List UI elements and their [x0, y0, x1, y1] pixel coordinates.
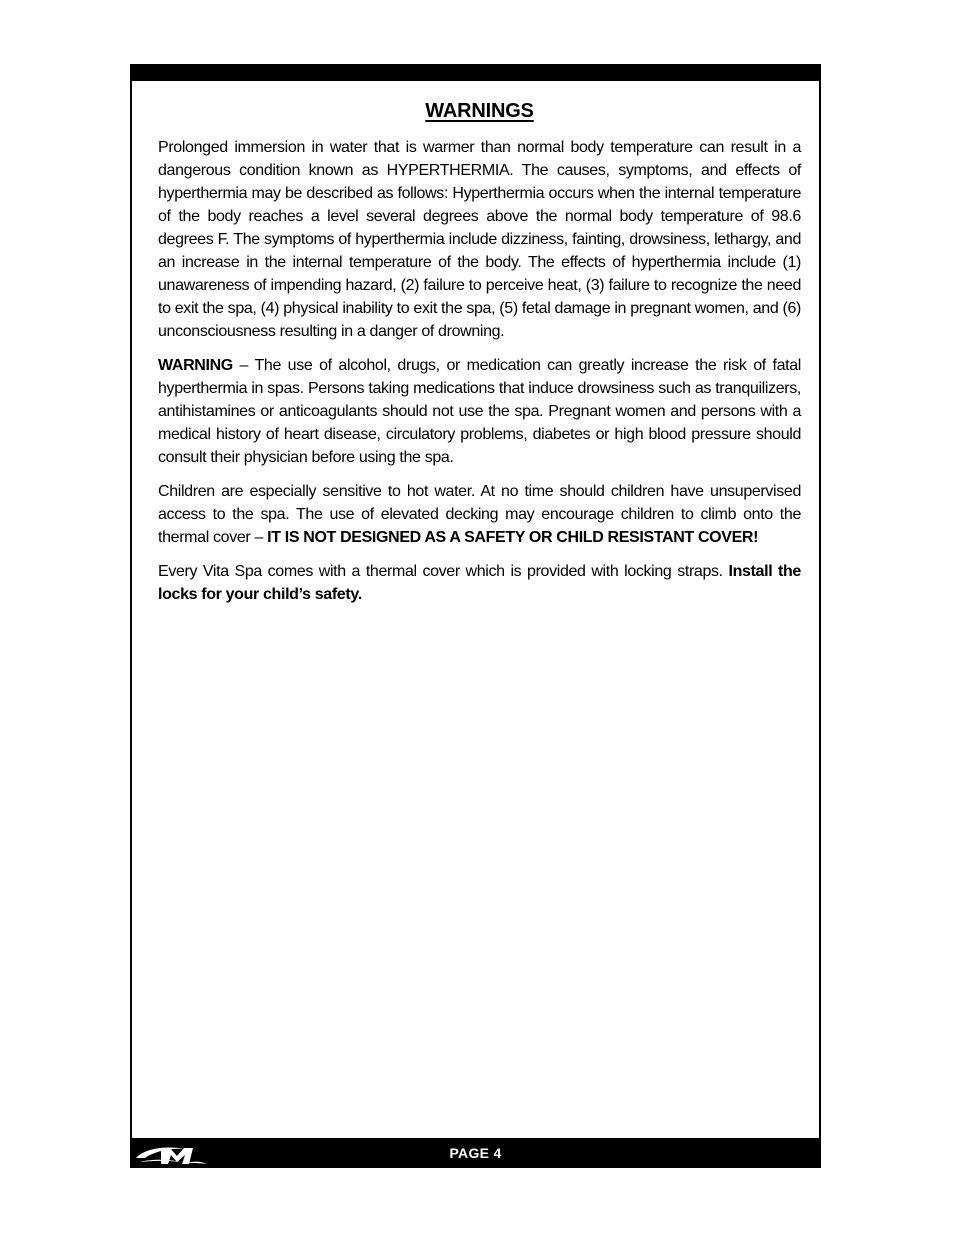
top-bar [130, 64, 821, 81]
document-body [158, 100, 801, 617]
children-paragraph [158, 480, 801, 549]
hyperthermia-paragraph: Prolonged immersion in water that is warmer than normal body temperature can result in a dangerous condition known as HYPERTHERMIA. The causes, symptoms, and effects of hyperthermia may be described as follows: Hyperthermia occurs when the internal temperature of the body reaches a level several degrees above the normal body temperature of 98.6 degrees F. The symptoms of hyperthermia include dizziness, fainting, drowsiness, lethargy, and an increase in the internal temperature of the body. The effects of hyperthermia include (1) unawareness of impending hazard, (2) failure to perceive heat, (3) failure to recognize the need to exit the spa, (4) physical inability to exit the spa, (5) fetal damage in pregnant women, and (6) unconsciousness resulting in a danger of drowning. [158, 139, 801, 340]
footer-bar [130, 1138, 821, 1168]
cover-paragraph [158, 560, 801, 606]
page-frame [130, 64, 821, 1168]
children-text: Children are especially sensitive to hot water. At no time should children have unsupervised access to the spa. The use of elevated decking may encourage children to climb onto the thermal cover – [158, 483, 801, 546]
page-number: PAGE 4 [449, 1145, 502, 1161]
cover-emphasis: Install the locks for your child’s safety. [158, 563, 801, 603]
warning-paragraph [158, 354, 801, 469]
page-title: WARNINGS [425, 100, 534, 122]
warning-text: – The use of alcohol, drugs, or medication can greatly increase the risk of fatal hyperthermia in spas. Persons taking medications that induce drowsiness such as tranquilizers, antihistamines or anticoagulants should not use the spa. Pregnant women and persons with a medical history of heart disease, circulatory problems, diabetes or high blood pressure should consult their physician before using the spa. [158, 357, 801, 466]
warning-label: WARNING [158, 357, 233, 374]
cover-text: Every Vita Spa comes with a thermal cover which is provided with locking straps. [158, 563, 729, 580]
children-emphasis: IT IS NOT DESIGNED AS A SAFETY OR CHILD RESISTANT COVER! [267, 529, 759, 546]
